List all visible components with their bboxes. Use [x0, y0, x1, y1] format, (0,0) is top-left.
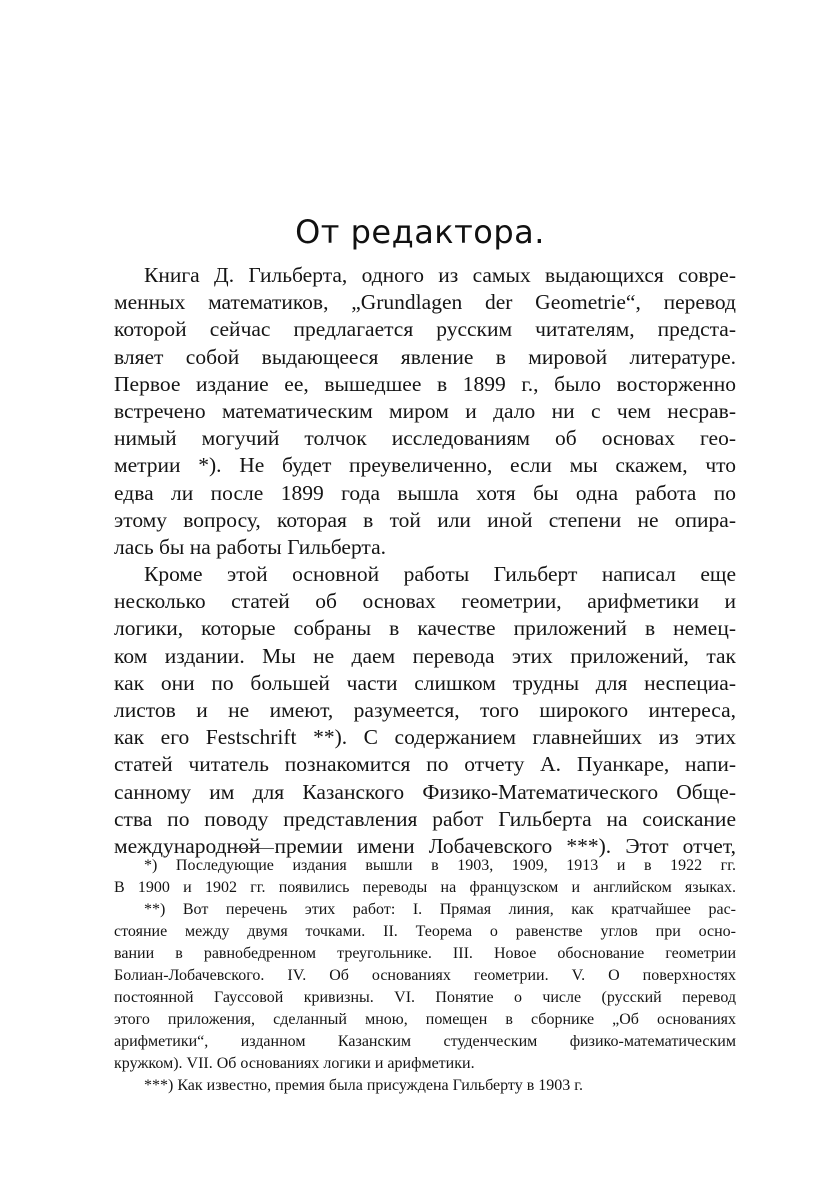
text-line: международной премии имени Лобачевского ***). Этот отчет,: [114, 833, 736, 858]
text-line: Кроме этой основной работы Гильберт написал еще: [144, 562, 736, 587]
text-line: как его Festschrift **). С содержанием главнейших из этих: [114, 725, 736, 750]
footnote-line: постоянной Гауссовой кривизны. VI. Понятие о числе (русский перевод: [114, 989, 736, 1006]
text-line: вляет собой выдающееся явление в мировой литературе.: [114, 344, 736, 369]
text-line: Первое издание ее, вышедшее в 1899 г., было восторженно: [114, 371, 736, 396]
main-text: [114, 262, 736, 860]
footnote-3: [114, 1075, 736, 1097]
footnote-line: арифметики“, изданном Казанским студенческим физико-математическим: [114, 1033, 736, 1050]
text-line: нимый могучий толчок исследованиям об основах гео-: [114, 426, 736, 451]
paragraph-2: [114, 561, 736, 860]
text-line: лась бы на работы Гильберта.: [114, 534, 386, 559]
text-line: логики, которые собраны в качестве приложений в немец-: [114, 616, 736, 641]
text-line: едва ли после 1899 года вышла хотя бы одна работа по: [114, 480, 736, 505]
text-line: ства по поводу представления работ Гильберта на соискание: [114, 806, 736, 831]
text-line: менных математиков, „Grundlagen der Geometrie“, перевод: [114, 290, 736, 315]
text-line: несколько статей об основах геометрии, арифметики и: [114, 589, 736, 614]
paragraph-1: [114, 262, 736, 561]
footnote-line: стояние между двумя точками. II. Теорема о равенстве углов при осно-: [114, 923, 736, 940]
footnote-line: ***) Как известно, премия была присуждена Гильберту в 1903 г.: [144, 1077, 584, 1094]
text-line: ком издании. Мы не даем перевода этих приложений, так: [114, 643, 736, 668]
footnote-line: кружком). VII. Об основаниях логики и арифметики.: [114, 1055, 475, 1072]
footnote-line: *) Последующие издания вышли в 1903, 1909, 1913 и в 1922 гг.: [144, 857, 736, 874]
text-line: встречено математическим миром и дало ни с чем несрав-: [114, 398, 736, 423]
footnote-divider: [228, 848, 274, 849]
footnote-1: [114, 855, 736, 899]
text-line: которой сейчас предлагается русским читателям, предста-: [114, 317, 736, 342]
text-line: санному им для Казанского Физико-Математического Обще-: [114, 779, 736, 804]
text-line: этому вопросу, которая в той или иной степени не опира-: [114, 507, 736, 532]
text-line: как они по большей части слишком трудны для неспециа-: [114, 670, 736, 695]
text-line: Книга Д. Гильберта, одного из самых выдающихся совре-: [144, 263, 736, 287]
page-title: От редактора.: [295, 213, 545, 251]
text-line: метрии *). Не будет преувеличенно, если мы скажем, что: [114, 453, 736, 478]
footnote-2: [114, 899, 736, 1075]
text-line: листов и не имеют, разумеется, того широкого интереса,: [114, 698, 736, 722]
footnote-line: В 1900 и 1902 гг. появились переводы на французском и английском языках.: [114, 879, 736, 896]
footnote-line: Болиан-Лобачевского. IV. Об основаниях геометрии. V. О поверхностях: [114, 967, 736, 984]
footnote-line: вании в равнобедренном треугольнике. III. Новое обоснование геометрии: [114, 945, 736, 962]
footnotes: [114, 855, 736, 1097]
text-line: статей читатель познакомится по отчету А. Пуанкаре, напи-: [114, 752, 736, 777]
footnote-line: этого приложения, сделанный мною, помещен в сборнике „Об основаниях: [114, 1011, 736, 1028]
footnote-line: **) Вот перечень этих работ: I. Прямая линия, как кратчайшее рас-: [144, 901, 736, 918]
